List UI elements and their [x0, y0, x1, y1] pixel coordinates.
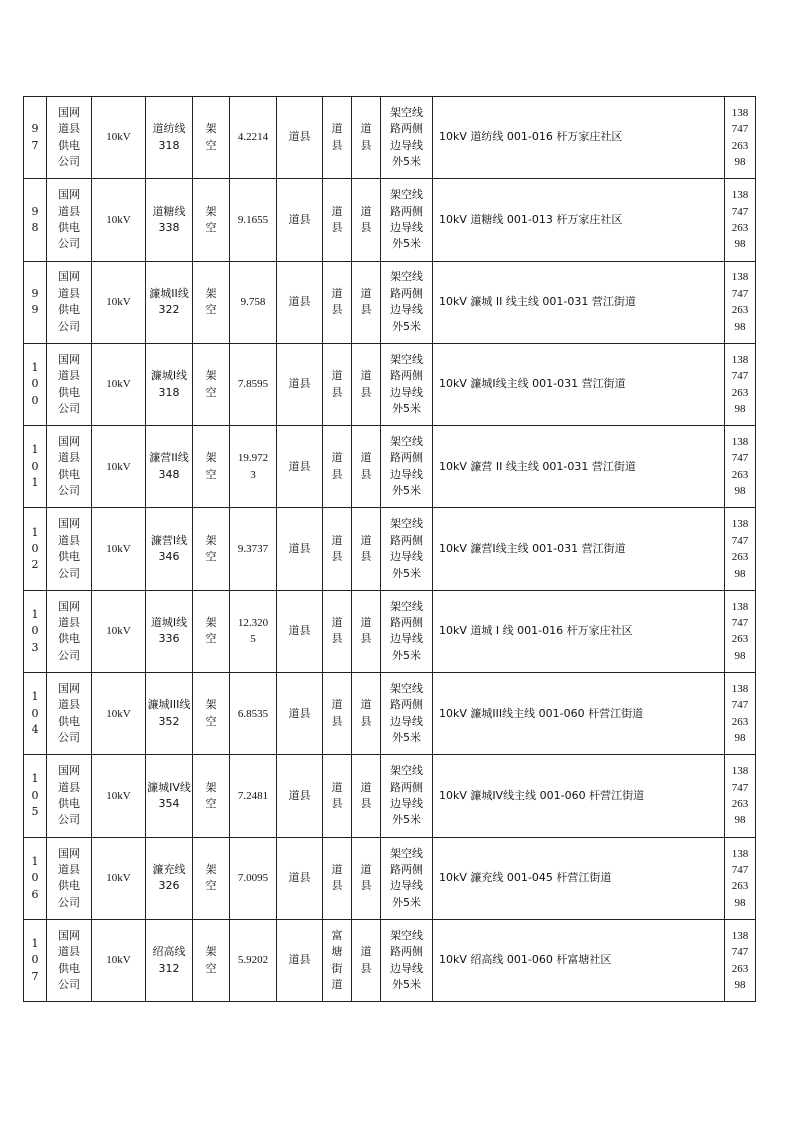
county-name: 道县 [277, 261, 323, 343]
voltage-level: 10kV [92, 426, 146, 508]
voltage-level: 10kV [92, 919, 146, 1001]
company-name: 国网 道县 供电 公司 [47, 919, 92, 1001]
protection-range: 架空线 路两侧 边导线 外5米 [381, 261, 433, 343]
line-type: 架 空 [193, 755, 230, 837]
table-row [24, 426, 756, 508]
line-length: 12.320 5 [230, 590, 277, 672]
town-name: 道 县 [323, 261, 352, 343]
town-name: 道 县 [323, 179, 352, 261]
line-type: 架 空 [193, 919, 230, 1001]
row-index: 1 0 6 [24, 837, 47, 919]
town-name: 道 县 [323, 837, 352, 919]
company-name: 国网 道县 供电 公司 [47, 343, 92, 425]
row-index: 1 0 0 [24, 343, 47, 425]
table-row [24, 343, 756, 425]
voltage-level: 10kV [92, 837, 146, 919]
protection-range: 架空线 路两侧 边导线 外5米 [381, 426, 433, 508]
row-index: 1 0 1 [24, 426, 47, 508]
company-name: 国网 道县 供电 公司 [47, 755, 92, 837]
county-name: 道县 [277, 508, 323, 590]
location-description: 10kV 道纺线 001-016 杆万家庄社区 [433, 97, 725, 179]
row-index: 1 0 4 [24, 673, 47, 755]
protection-range: 架空线 路两侧 边导线 外5米 [381, 919, 433, 1001]
village-name: 道 县 [352, 179, 381, 261]
company-name: 国网 道县 供电 公司 [47, 837, 92, 919]
line-length: 5.9202 [230, 919, 277, 1001]
row-index: 9 8 [24, 179, 47, 261]
location-description: 10kV 绍高线 001-060 杆富塘社区 [433, 919, 725, 1001]
voltage-level: 10kV [92, 343, 146, 425]
table-row [24, 919, 756, 1001]
row-index: 1 0 5 [24, 755, 47, 837]
line-type: 架 空 [193, 261, 230, 343]
row-index: 1 0 2 [24, 508, 47, 590]
village-name: 道 县 [352, 919, 381, 1001]
contact-phone: 138 747 263 98 [725, 919, 756, 1001]
line-length: 7.0095 [230, 837, 277, 919]
voltage-level: 10kV [92, 673, 146, 755]
protection-range: 架空线 路两侧 边导线 外5米 [381, 343, 433, 425]
protection-range: 架空线 路两侧 边导线 外5米 [381, 755, 433, 837]
voltage-level: 10kV [92, 261, 146, 343]
company-name: 国网 道县 供电 公司 [47, 179, 92, 261]
line-length: 9.758 [230, 261, 277, 343]
line-name: 濂城III线 352 [146, 673, 193, 755]
line-length: 7.2481 [230, 755, 277, 837]
town-name: 道 县 [323, 426, 352, 508]
location-description: 10kV 濂营 II 线主线 001-031 营江街道 [433, 426, 725, 508]
row-index: 9 9 [24, 261, 47, 343]
town-name: 道 县 [323, 97, 352, 179]
village-name: 道 县 [352, 755, 381, 837]
protection-range: 架空线 路两侧 边导线 外5米 [381, 837, 433, 919]
location-description: 10kV 濂城IV线主线 001-060 杆营江街道 [433, 755, 725, 837]
county-name: 道县 [277, 343, 323, 425]
contact-phone: 138 747 263 98 [725, 837, 756, 919]
contact-phone: 138 747 263 98 [725, 343, 756, 425]
village-name: 道 县 [352, 426, 381, 508]
county-name: 道县 [277, 97, 323, 179]
voltage-level: 10kV [92, 179, 146, 261]
table-body [24, 97, 756, 1002]
county-name: 道县 [277, 837, 323, 919]
row-index: 1 0 3 [24, 590, 47, 672]
location-description: 10kV 濂营I线主线 001-031 营江街道 [433, 508, 725, 590]
contact-phone: 138 747 263 98 [725, 755, 756, 837]
contact-phone: 138 747 263 98 [725, 179, 756, 261]
protection-range: 架空线 路两侧 边导线 外5米 [381, 179, 433, 261]
line-name: 道城I线 336 [146, 590, 193, 672]
contact-phone: 138 747 263 98 [725, 508, 756, 590]
voltage-level: 10kV [92, 755, 146, 837]
location-description: 10kV 濂城I线主线 001-031 营江街道 [433, 343, 725, 425]
line-length: 6.8535 [230, 673, 277, 755]
line-type: 架 空 [193, 179, 230, 261]
county-name: 道县 [277, 590, 323, 672]
row-index: 1 0 7 [24, 919, 47, 1001]
line-length: 9.1655 [230, 179, 277, 261]
contact-phone: 138 747 263 98 [725, 590, 756, 672]
table-row [24, 97, 756, 179]
town-name: 富 塘 街 道 [323, 919, 352, 1001]
location-description: 10kV 道城 I 线 001-016 杆万家庄社区 [433, 590, 725, 672]
contact-phone: 138 747 263 98 [725, 426, 756, 508]
line-name: 濂营II线 348 [146, 426, 193, 508]
line-name: 道糖线 338 [146, 179, 193, 261]
location-description: 10kV 濂城III线主线 001-060 杆营江街道 [433, 673, 725, 755]
location-description: 10kV 濂城 II 线主线 001-031 营江街道 [433, 261, 725, 343]
row-index: 9 7 [24, 97, 47, 179]
village-name: 道 县 [352, 508, 381, 590]
line-name: 濂充线 326 [146, 837, 193, 919]
town-name: 道 县 [323, 673, 352, 755]
village-name: 道 县 [352, 837, 381, 919]
town-name: 道 县 [323, 343, 352, 425]
line-type: 架 空 [193, 673, 230, 755]
county-name: 道县 [277, 673, 323, 755]
town-name: 道 县 [323, 590, 352, 672]
line-name: 濂城IV线 354 [146, 755, 193, 837]
village-name: 道 县 [352, 97, 381, 179]
line-name: 濂城I线 318 [146, 343, 193, 425]
table-row [24, 508, 756, 590]
company-name: 国网 道县 供电 公司 [47, 261, 92, 343]
county-name: 道县 [277, 755, 323, 837]
line-type: 架 空 [193, 97, 230, 179]
village-name: 道 县 [352, 261, 381, 343]
company-name: 国网 道县 供电 公司 [47, 508, 92, 590]
contact-phone: 138 747 263 98 [725, 261, 756, 343]
village-name: 道 县 [352, 673, 381, 755]
line-type: 架 空 [193, 837, 230, 919]
location-description: 10kV 濂充线 001-045 杆营江街道 [433, 837, 725, 919]
voltage-level: 10kV [92, 508, 146, 590]
table-row [24, 673, 756, 755]
table-row [24, 755, 756, 837]
line-name: 道纺线 318 [146, 97, 193, 179]
company-name: 国网 道县 供电 公司 [47, 97, 92, 179]
company-name: 国网 道县 供电 公司 [47, 673, 92, 755]
table-row [24, 590, 756, 672]
voltage-level: 10kV [92, 97, 146, 179]
town-name: 道 县 [323, 508, 352, 590]
voltage-level: 10kV [92, 590, 146, 672]
company-name: 国网 道县 供电 公司 [47, 426, 92, 508]
company-name: 国网 道县 供电 公司 [47, 590, 92, 672]
protection-range: 架空线 路两侧 边导线 外5米 [381, 97, 433, 179]
table-row [24, 261, 756, 343]
line-type: 架 空 [193, 343, 230, 425]
county-name: 道县 [277, 426, 323, 508]
protection-range: 架空线 路两侧 边导线 外5米 [381, 673, 433, 755]
power-line-table [23, 96, 756, 1002]
protection-range: 架空线 路两侧 边导线 外5米 [381, 590, 433, 672]
table-row [24, 179, 756, 261]
village-name: 道 县 [352, 343, 381, 425]
contact-phone: 138 747 263 98 [725, 673, 756, 755]
village-name: 道 县 [352, 590, 381, 672]
location-description: 10kV 道糖线 001-013 杆万家庄社区 [433, 179, 725, 261]
line-type: 架 空 [193, 508, 230, 590]
contact-phone: 138 747 263 98 [725, 97, 756, 179]
line-name: 濂城II线 322 [146, 261, 193, 343]
line-name: 濂营I线 346 [146, 508, 193, 590]
line-name: 绍高线 312 [146, 919, 193, 1001]
line-length: 4.2214 [230, 97, 277, 179]
protection-range: 架空线 路两侧 边导线 外5米 [381, 508, 433, 590]
line-type: 架 空 [193, 590, 230, 672]
line-type: 架 空 [193, 426, 230, 508]
line-length: 7.8595 [230, 343, 277, 425]
line-length: 19.972 3 [230, 426, 277, 508]
county-name: 道县 [277, 179, 323, 261]
county-name: 道县 [277, 919, 323, 1001]
line-length: 9.3737 [230, 508, 277, 590]
town-name: 道 县 [323, 755, 352, 837]
table-row [24, 837, 756, 919]
